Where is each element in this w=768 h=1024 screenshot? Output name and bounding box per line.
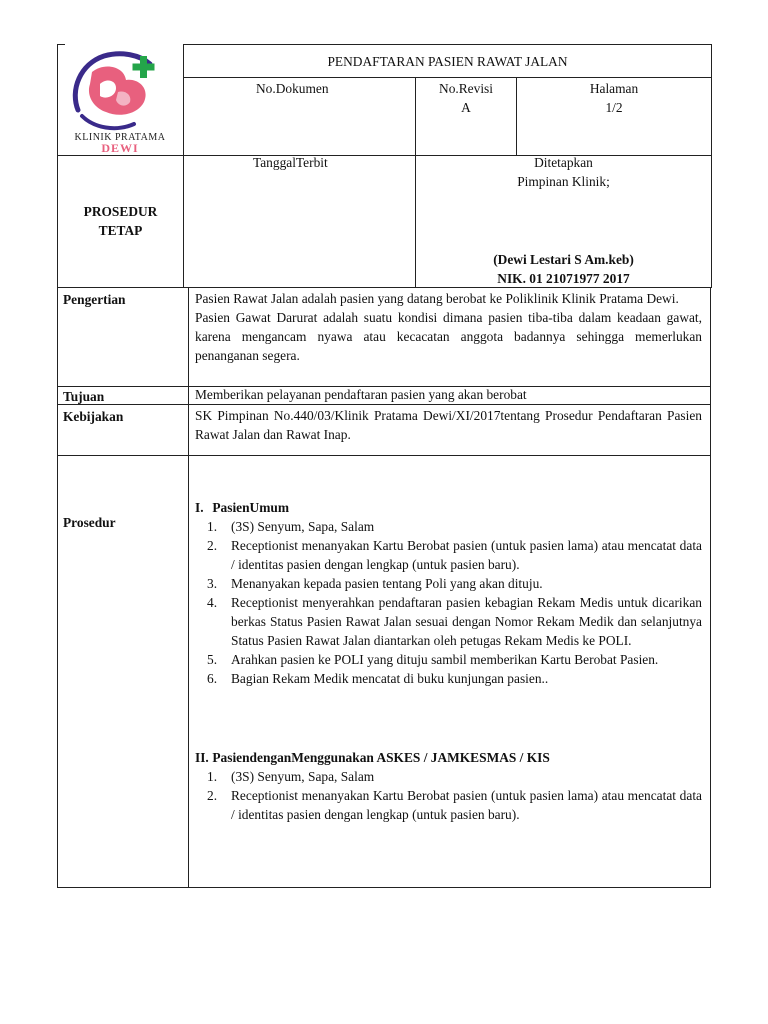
section-2-title: II. PasiendenganMenggunakan ASKES / JAMKESMAS / KIS — [195, 750, 550, 765]
section-2-marker: II. — [195, 750, 209, 765]
prosedur-tetap-line1: PROSEDUR — [83, 204, 158, 219]
list-item: 1. (3S) Senyum, Sapa, Salam — [207, 769, 375, 784]
list-item: 3. Menanyakan kepada pasien tentang Poli yang akan dituju. — [207, 576, 543, 591]
tujuan-label: Tujuan — [63, 389, 105, 404]
list-item: 2. Receptionist menanyakan Kartu Berobat pasien (untuk pasien lama) atau mencatat data / identitas pasien dengan lengkap (untuk pasien baru). — [207, 538, 702, 572]
halaman-label: Halaman — [589, 81, 639, 96]
pengertian-paragraph-2: Pasien Gawat Darurat adalah suatu kondisi dimana pasien tiba-tiba dalam keadaan gawat, karena mengancam nyawa atau kecacatan anggota badannya sehingga memerlukan penanganan segera. — [195, 310, 702, 363]
prosedur-section-2 — [195, 748, 702, 824]
ditetapkan-line1: Ditetapkan — [534, 155, 593, 170]
no-revisi-value: A — [461, 100, 471, 115]
prosedur-section-1 — [195, 498, 702, 688]
logo-text-line2: DEWI — [101, 141, 139, 155]
ditetapkan-line2: Pimpinan Klinik; — [517, 174, 610, 189]
section-2-steps — [195, 767, 702, 824]
tanggal-terbit-label: TanggalTerbit — [253, 155, 328, 170]
logo-text-line1: KLINIK PRATAMA — [74, 132, 166, 143]
list-item: 1. (3S) Senyum, Sapa, Salam — [207, 519, 375, 534]
signer-nik: NIK. 01 21071977 2017 — [497, 271, 630, 286]
document-title: PENDAFTARAN PASIEN RAWAT JALAN — [327, 54, 568, 69]
pengertian-paragraph-1: Pasien Rawat Jalan adalah pasien yang datang berobat ke Poliklinik Klinik Pratama Dewi. — [195, 291, 679, 306]
halaman-value: 1/2 — [605, 100, 623, 115]
prosedur-tetap-line2: TETAP — [98, 223, 143, 238]
kebijakan-text: SK Pimpinan No.440/03/Klinik Pratama Dewi/XI/2017tentang Prosedur Pendaftaran Pasien Rawat Jalan dan Rawat Inap. — [195, 408, 702, 442]
tujuan-text: Memberikan pelayanan pendaftaran pasien yang akan berobat — [195, 387, 527, 402]
list-item: 6. Bagian Rekam Medik mencatat di buku kunjungan pasien.. — [207, 671, 549, 686]
prosedur-label: Prosedur — [63, 515, 116, 530]
no-revisi-label: No.Revisi — [439, 81, 493, 96]
no-dokumen-label: No.Dokumen — [256, 81, 329, 96]
signer-name: (Dewi Lestari S Am.keb) — [493, 252, 634, 267]
list-item: 5. Arahkan pasien ke POLI yang dituju sambil memberikan Kartu Berobat Pasien. — [207, 652, 659, 667]
list-item: 4. Receptionist menyerahkan pendaftaran pasien kebagian Rekam Medis untuk dicarikan berkas Status Pasien Rawat Jalan sesuai dengan Nomor Rekam Medik dan selanjutnya Status Pasien Rawat Jalan diantarkan oleh petugas Rekam Medis ke POLI. — [207, 595, 702, 648]
section-1-title: I. PasienUmum — [195, 500, 289, 515]
kebijakan-label: Kebijakan — [63, 409, 124, 424]
pengertian-label: Pengertian — [63, 292, 126, 307]
list-item: 2. Receptionist menanyakan Kartu Berobat pasien (untuk pasien lama) atau mencatat data / identitas pasien dengan lengkap (untuk pasien baru). — [207, 788, 702, 822]
section-1-steps — [195, 517, 702, 688]
pengertian-content — [195, 289, 702, 365]
section-1-marker: I. — [195, 500, 204, 515]
